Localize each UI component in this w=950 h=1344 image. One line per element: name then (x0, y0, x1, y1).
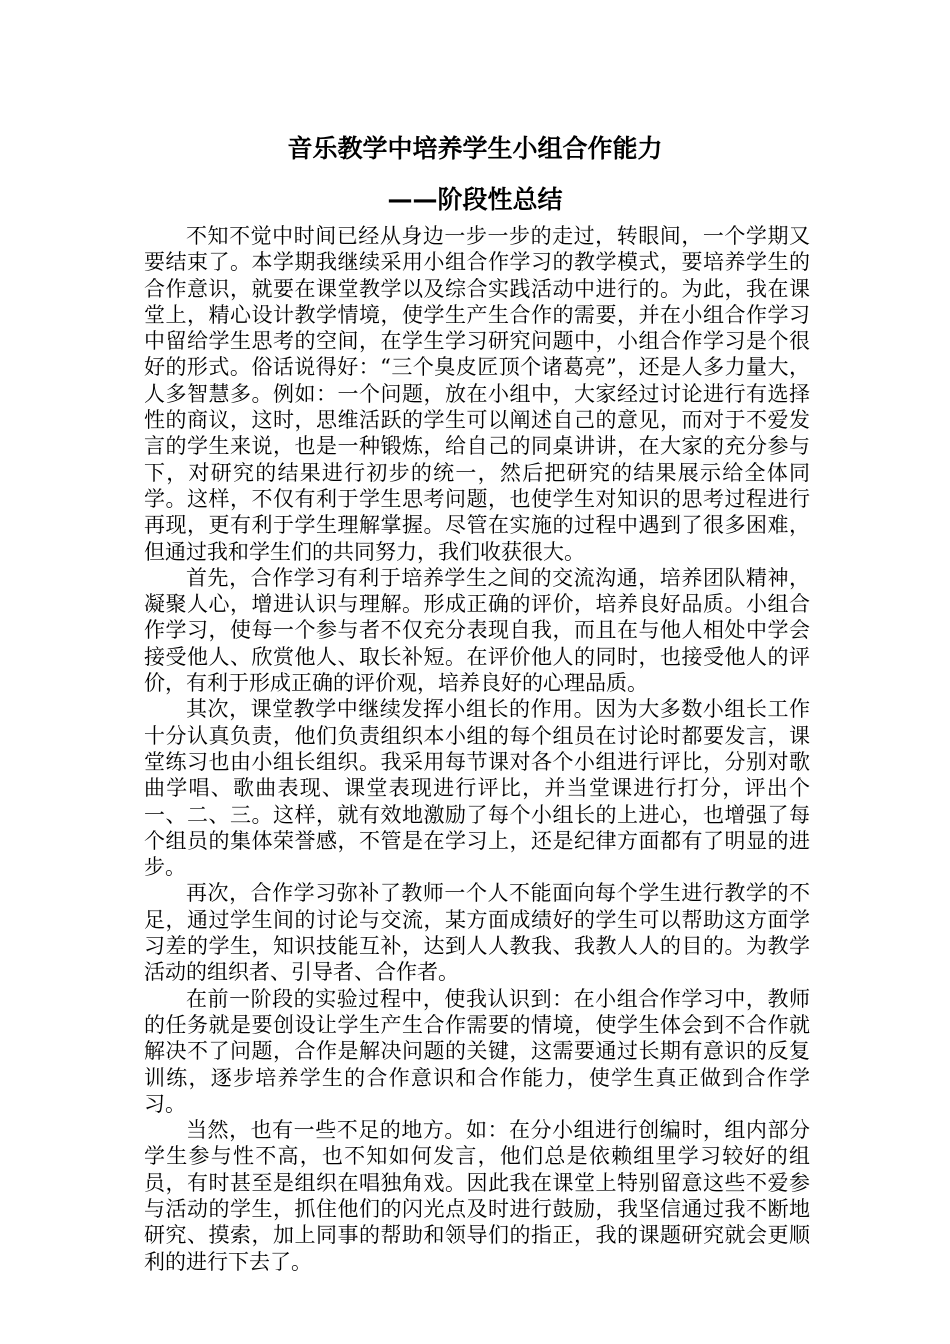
document-subtitle: ——阶段性总结 (387, 185, 563, 214)
document-body (144, 223, 810, 1275)
document-title: 音乐教学中培养学生小组合作能力 (287, 134, 663, 163)
paragraph-second-point: 其次，课堂教学中继续发挥小组长的作用。因为大多数小组长工作十分认真负责，他们负责组织本小组的每个组员在讨论时都要发言，课堂练习也由小组长组织。我采用每节课对各个小组进行评比，分别对歌曲学唱、歌曲表现、课堂表现进行评比，并当堂课进行打分，评出个一、二、三。这样，就有效地激励了每个小组长的上进心，也增强了每个组员的集体荣誉感，不管是在学习上，还是纪律方面都有了明显的进步。 (144, 697, 810, 880)
paragraph-intro: 不知不觉中时间已经从身边一步一步的走过，转眼间，一个学期又要结束了。本学期我继续采用小组合作学习的教学模式，要培养学生的合作意识，就要在课堂教学以及综合实践活动中进行的。为此，我在课堂上，精心设计教学情境，使学生产生合作的需要，并在小组合作学习中留给学生思考的空间，在学生学习研究问题中，小组合作学习是个很好的形式。俗话说得好：“三个臭皮匠顶个诸葛亮”，还是人多力量大，人多智慧多。例如：一个问题，放在小组中，大家经过讨论进行有选择性的商议，这时，思维活跃的学生可以阐述自己的意见，而对于不爱发言的学生来说，也是一种锻炼，给自己的同桌讲讲，在大家的充分参与下，对研究的结果进行初步的统一，然后把研究的结果展示给全体同学。这样，不仅有利于学生思考问题，也使学生对知识的思考过程进行再现，更有利于学生理解掌握。尽管在实施的过程中遇到了很多困难，但通过我和学生们的共同努力，我们收获很大。 (144, 224, 810, 564)
paragraph-shortcomings: 当然，也有一些不足的地方。如：在分小组进行创编时，组内部分学生参与性不高，也不知如何发言，他们总是依赖组里学习较好的组员，有时甚至是组织在唱独角戏。因此我在课堂上特别留意这些不爱参与活动的学生，抓住他们的闪光点及时进行鼓励，我坚信通过我不断地研究、摸索，加上同事的帮助和领导们的指正，我的课题研究就会更顺利的进行下去了。 (144, 1118, 810, 1274)
paragraph-first-point: 首先，合作学习有利于培养学生之间的交流沟通，培养团队精神，凝聚人心，增进认识与理解。形成正确的评价，培养良好品质。小组合作学习，使每一个参与者不仅充分表现自我，而且在与他人相处中学会接受他人、欣赏他人、取长补短。在评价他人的同时，也接受他人的评价，有利于形成正确的评价观，培养良好的心理品质。 (144, 565, 810, 696)
paragraph-reflection: 在前一阶段的实验过程中，使我认识到：在小组合作学习中，教师的任务就是要创设让学生产生合作需要的情境，使学生体会到不合作就解决不了问题，合作是解决问题的关键，这需要通过长期有意识的反复训练，逐步培养学生的合作意识和合作能力，使学生真正做到合作学习。 (144, 986, 810, 1116)
paragraph-third-point: 再次，合作学习弥补了教师一个人不能面向每个学生进行教学的不足，通过学生间的讨论与交流，某方面成绩好的学生可以帮助这方面学习差的学生，知识技能互补，达到人人教我、我教人人的目的。为教学活动的组织者、引导者、合作者。 (144, 881, 810, 985)
